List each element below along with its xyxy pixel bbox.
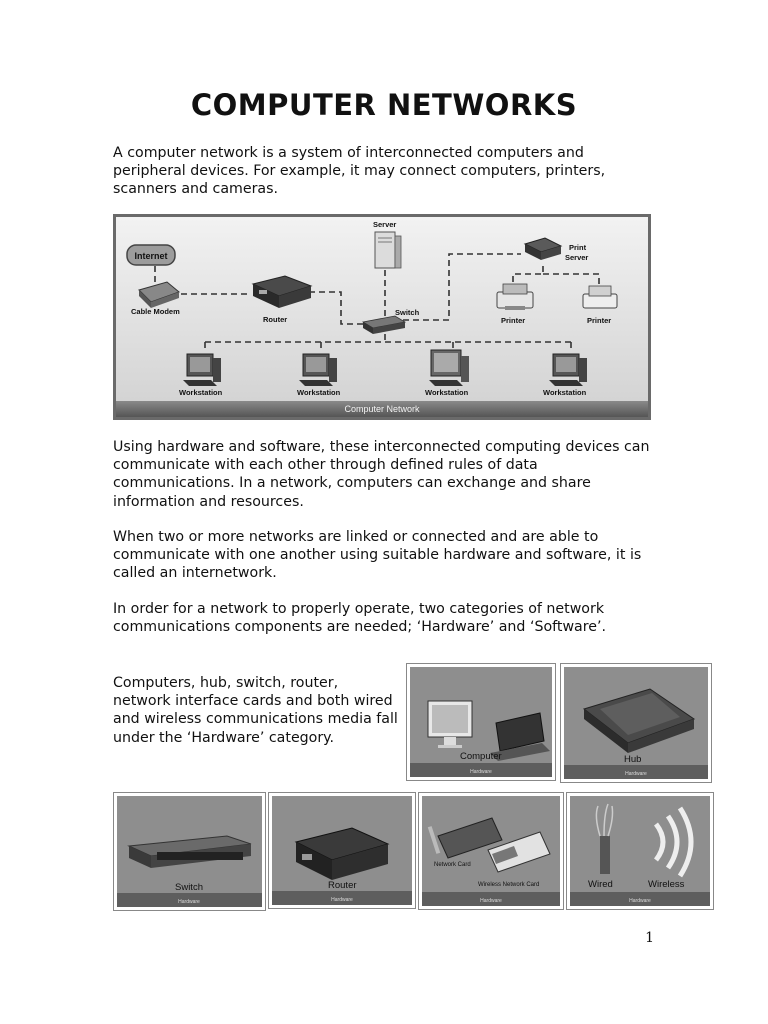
router-label: Router	[263, 315, 288, 324]
computer-tile-label: Computer	[460, 751, 502, 762]
computer-tile	[406, 663, 556, 781]
hub-tile-footer: Hardware	[625, 771, 647, 777]
page-number: 1	[645, 930, 654, 946]
print-server-label: Print Server	[565, 243, 589, 262]
workstation-label-1: Workstation	[179, 388, 223, 397]
switch-tile-footer: Hardware	[178, 899, 200, 905]
internetwork-paragraph: When two or more networks are linked or connected and are able to communicate with one another using suitable hardware and software, it is called an internetwork.	[113, 529, 642, 582]
wireless-card-label: Wireless Network Card	[478, 882, 540, 888]
internet-badge	[127, 245, 175, 265]
hardware-category-paragraph: Computers, hub, switch, router, network interface cards and both wired and wireless communications media fall under the ‘Hardware’ category.	[113, 675, 398, 746]
router-tile-footer: Hardware	[331, 897, 353, 903]
workstation-label-3: Workstation	[425, 388, 469, 397]
media-tile-footer: Hardware	[629, 898, 651, 904]
media-tile	[566, 792, 714, 910]
computer-tile-footer: Hardware	[470, 769, 492, 775]
diagram-caption: Computer Network	[344, 404, 420, 414]
server-label: Server	[373, 220, 397, 229]
switch-tile	[113, 792, 266, 911]
printer-label-2: Printer	[587, 316, 612, 325]
internet-label: Internet	[134, 251, 168, 261]
intro-paragraph: A computer network is a system of interconnected computers and peripheral devices. For example, it may connect computers, printers, scanners and cameras.	[113, 145, 606, 198]
workstation-label-2: Workstation	[297, 388, 341, 397]
page-title: COMPUTER NETWORKS	[190, 88, 578, 122]
network-card-tile	[418, 792, 564, 910]
workstation-icon	[299, 354, 337, 386]
wired-label: Wired	[588, 879, 613, 890]
router-tile-label: Router	[328, 880, 357, 891]
hardware-software-paragraph: Using hardware and software, these interconnected computing devices can communicate with each other through defined rules of data communications. In a network, computers can exchange and share information and resources.	[113, 439, 650, 510]
workstation-icon	[549, 354, 587, 386]
switch-label: Switch	[395, 308, 420, 317]
printer-label-1: Printer	[501, 316, 526, 325]
network-card-label: Network Card	[434, 862, 471, 868]
workstation-label-4: Workstation	[543, 388, 587, 397]
categories-paragraph: In order for a network to properly operate, two categories of network communications components are needed; ‘Hardware’ and ‘Software’.	[113, 601, 607, 636]
wireless-label: Wireless	[648, 879, 685, 890]
router-tile	[268, 792, 416, 909]
network-diagram	[113, 214, 651, 420]
cable-modem-label: Cable Modem	[131, 307, 180, 316]
switch-tile-label: Switch	[175, 882, 203, 893]
network-card-tile-footer: Hardware	[480, 898, 502, 904]
workstation-icon	[183, 354, 221, 386]
hub-tile	[560, 663, 712, 783]
hub-tile-label: Hub	[624, 754, 642, 765]
server-icon	[375, 232, 401, 268]
